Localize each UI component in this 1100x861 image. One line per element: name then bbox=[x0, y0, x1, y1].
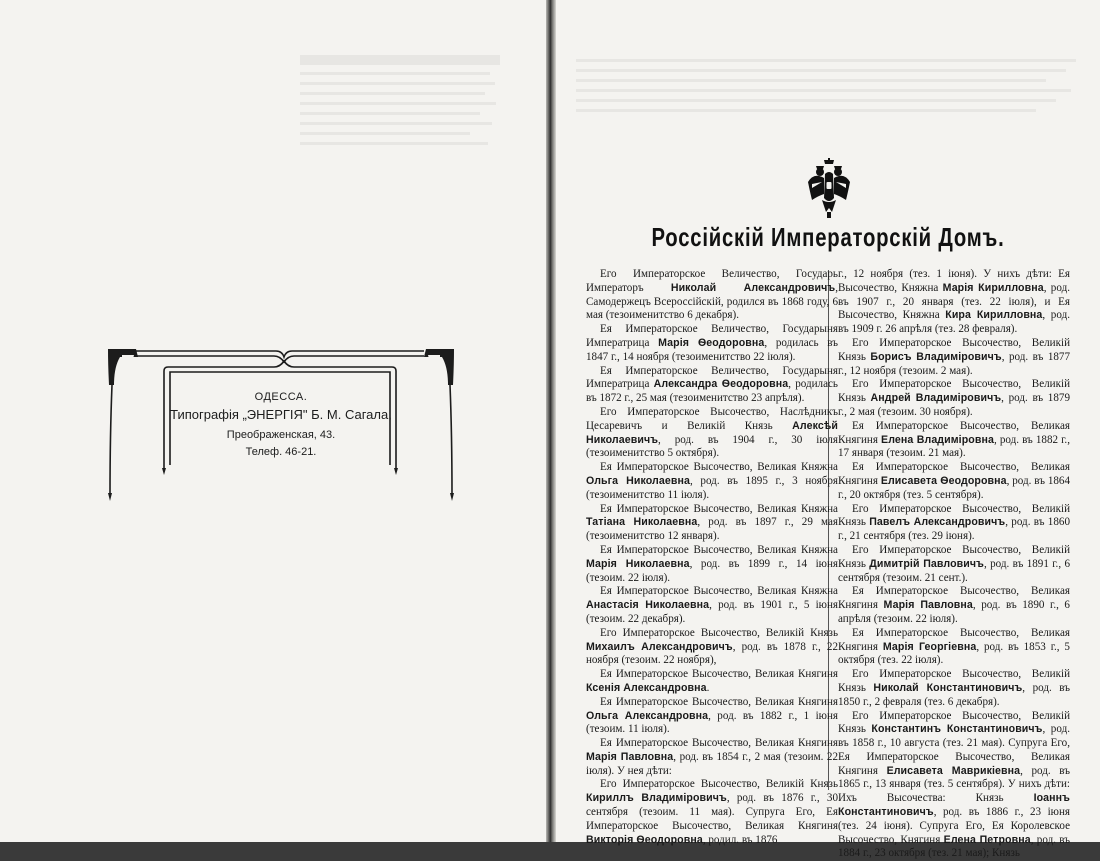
genealogy-entry bbox=[586, 627, 838, 668]
ornamental-frame bbox=[106, 345, 456, 500]
entry-text: Ея Императорское Высочество, Великая Княгиня bbox=[838, 420, 1070, 446]
entry-text: , род. въ 1878 г., 22 ноября (тезоим. 22 ноября), bbox=[586, 641, 838, 667]
entry-text: , род. въ 1884 г., 23 октября (тез. 21 мая); Князь bbox=[838, 834, 1070, 860]
imprint-phone: Телеф. 46-21. bbox=[161, 446, 401, 458]
imprint-address: Преображенская, 43. bbox=[161, 429, 401, 441]
genealogy-entry bbox=[586, 696, 838, 737]
person-name: Марія Павловна bbox=[586, 751, 673, 763]
entry-text: Его Императорское Высочество, Великій Князь bbox=[838, 503, 1070, 529]
entry-text: Ея Императорское Высочество, Великая Княгиня bbox=[838, 627, 1070, 653]
genealogy-entry bbox=[586, 544, 838, 585]
entry-text: , род. въ 1858 г., 10 августа (тез. 21 мая). Супруга Его, Ея Императорское Высочество, Великая Княгиня bbox=[838, 723, 1070, 776]
person-name: Ксенія Александровна bbox=[586, 682, 707, 694]
entry-text: Его Императорское Высочество, Великій Князь bbox=[838, 668, 1070, 694]
entry-text: , род. въ 1860 г., 21 сентября (тез. 29 іюня). bbox=[838, 516, 1070, 542]
entry-text: г., 12 ноября (тез. 1 іюня). У нихъ дѣти: Ея Высочество, Княжна bbox=[838, 268, 1070, 294]
left-page bbox=[0, 0, 546, 842]
genealogy-entry bbox=[586, 268, 838, 323]
genealogy-entry bbox=[586, 668, 838, 696]
genealogy-entry bbox=[838, 337, 1070, 378]
genealogy-entry bbox=[838, 378, 1070, 419]
person-name: Николай Александровичъ bbox=[671, 282, 835, 294]
entry-text: , родилась въ 1847 г., 14 ноября (тезоименитство 22 іюля). bbox=[586, 337, 838, 363]
person-name: Андрей Владиміровичъ bbox=[871, 392, 1002, 404]
genealogy-entry bbox=[586, 365, 838, 406]
show-through-text bbox=[300, 48, 500, 152]
entry-text: Ея Императорское Высочество, Великая Княжна bbox=[600, 461, 838, 473]
entry-text: , род. въ 1897 г., 29 мая (тезоименитство 12 января). bbox=[586, 516, 838, 542]
person-name: Марія Павловна bbox=[884, 599, 973, 611]
entry-text: Его Императорское Высочество, Великій Князь bbox=[838, 378, 1070, 404]
book-gutter bbox=[546, 0, 556, 842]
entry-text: Ея Императорское Величество, Государыня Императрица bbox=[586, 365, 838, 391]
person-name: Татіана Николаевна bbox=[586, 516, 697, 528]
page-title: Россійскій Императорскій Домъ. bbox=[616, 222, 1040, 253]
person-name: Борисъ Владиміровичъ bbox=[870, 351, 1001, 363]
entry-text: , род. въ 1850 г., 2 февраля (тез. 6 декабря). bbox=[838, 682, 1070, 708]
entry-text: , род. въ 1879 г., 2 мая (тезоим. 30 ноября). bbox=[838, 392, 1070, 418]
entry-text: , род. въ 1865 г., 13 января (тез. 5 сентября). У нихъ дѣти: Ихъ Высочества: Князь bbox=[838, 765, 1070, 805]
entry-text: , родил. въ 1876 bbox=[703, 834, 778, 846]
genealogy-entry bbox=[586, 503, 838, 544]
entry-text: , род. въ 1895 г., 3 ноября (тезоименитство 11 іюля). bbox=[586, 475, 838, 501]
entry-text: , род. въ 1901 г., 5 іюня (тезоим. 22 декабря). bbox=[586, 599, 838, 625]
entry-text: Ея Императорское Высочество, Великая Княгиня bbox=[838, 585, 1070, 611]
genealogy-entry bbox=[586, 585, 838, 626]
entry-text: Ея Императорское Высочество, Великая Княжна bbox=[600, 585, 838, 597]
entry-text: , род. въ 1890 г., 6 апрѣля (тезоим. 22 іюля). bbox=[838, 599, 1070, 625]
entry-text: Ея Императорское Высочество, Великая Княгиня bbox=[600, 737, 838, 749]
person-name: Димитрій Павловичъ bbox=[869, 558, 984, 570]
person-name: Михаилъ Александровичъ bbox=[586, 641, 733, 653]
entry-text: Его Императорское Высочество, Великій Князь bbox=[838, 710, 1070, 736]
genealogy-entry bbox=[838, 710, 1070, 861]
entry-text: , Самодержецъ Всероссійскій, родился въ 1868 году, 6 мая (тезоименитство 6 декабря). bbox=[586, 282, 838, 322]
genealogy-entry bbox=[838, 668, 1070, 709]
person-name: Марія Николаевна bbox=[586, 558, 690, 570]
imperial-eagle-icon bbox=[808, 158, 850, 220]
genealogy-entry bbox=[838, 461, 1070, 502]
entry-text: , род. въ 1877 г., 12 ноября (тезоим. 2 мая). bbox=[838, 351, 1070, 377]
genealogy-entry bbox=[838, 585, 1070, 626]
person-name: Кира Кирилловна bbox=[945, 309, 1042, 321]
genealogy-entry bbox=[586, 323, 838, 364]
person-name: Кириллъ Владиміровичъ bbox=[586, 792, 727, 804]
text-column-left bbox=[586, 268, 838, 847]
text-column-right bbox=[838, 268, 1070, 861]
person-name: Николай Константиновичъ bbox=[873, 682, 1022, 694]
genealogy-entry bbox=[838, 420, 1070, 461]
person-name: Марія Георгіевна bbox=[883, 641, 976, 653]
entry-text: Его Императорское Высочество, Наслѣдникъ Цесаревичъ и Великій Князь bbox=[586, 406, 838, 432]
entry-text: , род. въ 1876 г., 30 сентября (тезоим. 11 мая). Супруга Его, Ея Императорское Высочество, Великая Княгиня bbox=[586, 792, 838, 832]
person-name: Елена Владиміровна bbox=[881, 434, 994, 446]
entry-text: , род. въ 1882 г., 17 января (тезоим. 21 мая). bbox=[838, 434, 1070, 460]
entry-text: Его Императорское Высочество, Великій Князь bbox=[838, 544, 1070, 570]
person-name: Константинъ Константиновичъ bbox=[871, 723, 1042, 735]
entry-text: Его Императорское Высочество, Великій Князь bbox=[600, 778, 838, 790]
entry-text: , род. въ 1886 г., 23 іюня (тез. 24 іюня). Супруга Его, Ея Королевское Высочество, Княгиня bbox=[838, 806, 1070, 846]
person-name: Викторія Ѳеодоровна bbox=[586, 834, 703, 846]
imprint-city: ОДЕССА. bbox=[161, 391, 401, 403]
printer-imprint bbox=[106, 345, 456, 500]
person-name: Іоаннъ Константиновичъ bbox=[838, 792, 1070, 818]
person-name: Марія Кирилловна bbox=[943, 282, 1044, 294]
entry-text: . bbox=[707, 682, 710, 694]
entry-text: Ея Императорское Высочество, Великая Княгиня bbox=[838, 461, 1070, 487]
person-name: Елисавета Маврикіевна bbox=[887, 765, 1021, 777]
entry-text: , род. въ 1854 г., 2 мая (тезоим. 22 іюля). У нея дѣти: bbox=[586, 751, 838, 777]
show-through-text bbox=[576, 52, 1076, 119]
genealogy-entry bbox=[838, 503, 1070, 544]
genealogy-entry bbox=[838, 627, 1070, 668]
imprint-press-name: Типографія „ЭНЕРГІЯ" Б. М. Сагала, bbox=[161, 407, 401, 422]
entry-text: Его Императорское Высочество, Великій Князь bbox=[838, 337, 1070, 363]
genealogy-entry bbox=[586, 406, 838, 461]
genealogy-entry bbox=[586, 737, 838, 778]
right-page bbox=[556, 0, 1100, 842]
entry-text: Ея Императорское Высочество, Великая Княгиня bbox=[600, 696, 838, 708]
entry-text: Его Императорское Величество, Государь Императоръ bbox=[586, 268, 838, 294]
genealogy-entry bbox=[586, 778, 838, 847]
person-name: Ольга Александровна bbox=[586, 710, 708, 722]
person-name: Елисавета Ѳеодоровна bbox=[881, 475, 1007, 487]
entry-text: , род. въ 1882 г., 1 іюня (тезоим. 11 іюля). bbox=[586, 710, 838, 736]
genealogy-entry bbox=[838, 268, 1070, 337]
entry-text: , род. въ 1907 г., 20 января (тез. 22 іюля), и Ея Высочество, Княжна bbox=[838, 282, 1070, 322]
person-name: Александра Ѳеодоровна bbox=[654, 378, 789, 390]
entry-text: Ея Императорское Высочество, Великая Княжна bbox=[600, 544, 838, 556]
entry-text: , род. въ 1904 г., 30 іюля (тезоименитство 5 октября). bbox=[586, 434, 838, 460]
person-name: Алексѣй Николаевичъ bbox=[586, 420, 838, 446]
entry-text: Его Императорское Высочество, Великій Князь bbox=[600, 627, 838, 639]
entry-text: Ея Императорское Высочество, Великая Княгиня bbox=[600, 668, 838, 680]
entry-text: Ея Императорское Высочество, Великая Княжна bbox=[600, 503, 838, 515]
person-name: Елена Петровна bbox=[944, 834, 1031, 846]
entry-text: , род. въ 1853 г., 5 октября (тез. 22 іюля). bbox=[838, 641, 1070, 667]
entry-text: , род. въ 1899 г., 14 іюня (тезоим. 22 іюля). bbox=[586, 558, 838, 584]
genealogy-entry bbox=[586, 461, 838, 502]
person-name: Анастасія Николаевна bbox=[586, 599, 709, 611]
entry-text: Ея Императорское Величество, Государыня Императрица bbox=[586, 323, 838, 349]
person-name: Марія Ѳеодоровна bbox=[658, 337, 764, 349]
entry-text: , род. въ 1891 г., 6 сентября (тезоим. 21 сент.). bbox=[838, 558, 1070, 584]
person-name: Павелъ Александровичъ bbox=[869, 516, 1005, 528]
entry-text: , род. въ 1909 г. 26 апрѣля (тез. 28 февраля). bbox=[838, 309, 1070, 335]
entry-text: , род. въ 1864 г., 20 октября (тез. 5 сентября). bbox=[838, 475, 1070, 501]
person-name: Ольга Николаевна bbox=[586, 475, 690, 487]
genealogy-entry bbox=[838, 544, 1070, 585]
entry-text: , родилась въ 1872 г., 25 мая (тезоименитство 23 апрѣля). bbox=[586, 378, 838, 404]
